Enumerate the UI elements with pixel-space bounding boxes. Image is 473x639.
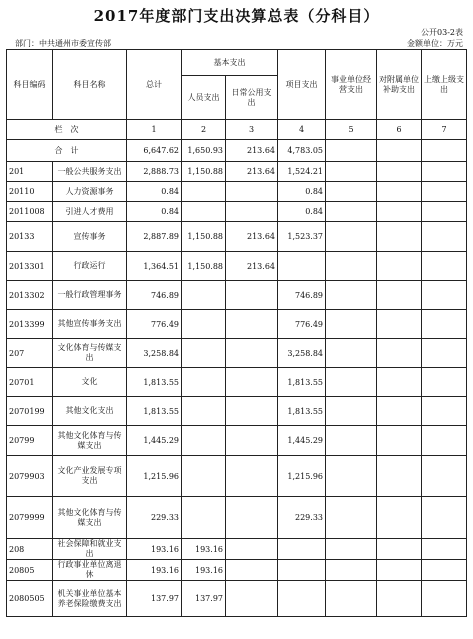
row-business — [326, 281, 377, 310]
row-business — [326, 182, 377, 202]
row-upper — [422, 456, 467, 497]
row-personnel: 137.97 — [182, 581, 226, 617]
table-row — [7, 310, 467, 339]
row-subsidy — [377, 426, 422, 456]
row-subsidy — [377, 581, 422, 617]
row-total: 193.16 — [127, 560, 182, 581]
row-business — [326, 310, 377, 339]
row-personnel — [182, 426, 226, 456]
index-cell: 5 — [326, 120, 377, 140]
row-business — [326, 252, 377, 281]
row-code: 201 — [7, 162, 53, 182]
row-total: 0.84 — [127, 202, 182, 222]
row-name: 一般公共服务支出 — [53, 162, 127, 182]
row-code: 2079903 — [7, 456, 53, 497]
row-total: 1,813.55 — [127, 368, 182, 397]
row-code: 2079999 — [7, 497, 53, 539]
row-subsidy — [377, 368, 422, 397]
row-code: 2013301 — [7, 252, 53, 281]
row-project — [278, 252, 326, 281]
row-subsidy — [377, 281, 422, 310]
table-row — [7, 202, 467, 222]
row-project: 229.33 — [278, 497, 326, 539]
row-name: 其他宣传事务支出 — [53, 310, 127, 339]
row-project: 1,524.21 — [278, 162, 326, 182]
row-upper — [422, 368, 467, 397]
row-public: 213.64 — [226, 162, 278, 182]
row-business — [326, 581, 377, 617]
row-name: 文化体育与传媒支出 — [53, 339, 127, 368]
row-project: 776.49 — [278, 310, 326, 339]
row-project: 1,215.96 — [278, 456, 326, 497]
row-project: 3,258.84 — [278, 339, 326, 368]
row-personnel — [182, 182, 226, 202]
row-name: 人力资源事务 — [53, 182, 127, 202]
row-upper — [422, 281, 467, 310]
row-personnel: 1,150.88 — [182, 162, 226, 182]
row-total: 3,258.84 — [127, 339, 182, 368]
row-public — [226, 426, 278, 456]
table-row — [7, 182, 467, 202]
table-row — [7, 222, 467, 252]
row-public — [226, 581, 278, 617]
total-project: 4,783.05 — [278, 140, 326, 162]
row-project — [278, 539, 326, 560]
row-subsidy — [377, 162, 422, 182]
row-total: 1,364.51 — [127, 252, 182, 281]
row-subsidy — [377, 560, 422, 581]
table-row — [7, 581, 467, 617]
table-code-note: 公开03-2表 — [421, 28, 463, 37]
row-business — [326, 202, 377, 222]
index-cell: 3 — [226, 120, 278, 140]
header-personnel: 人员支出 — [182, 76, 226, 120]
index-cell: 2 — [182, 120, 226, 140]
table-row — [7, 560, 467, 581]
report-title: 2017年度部门支出决算总表（分科目） — [93, 7, 380, 25]
row-code: 2013302 — [7, 281, 53, 310]
row-business — [326, 397, 377, 426]
row-upper — [422, 560, 467, 581]
row-subsidy — [377, 310, 422, 339]
row-total: 776.49 — [127, 310, 182, 339]
row-personnel — [182, 281, 226, 310]
row-upper — [422, 162, 467, 182]
row-public — [226, 339, 278, 368]
row-total: 2,888.73 — [127, 162, 182, 182]
row-name: 其他文化体育与传媒支出 — [53, 497, 127, 539]
row-upper — [422, 339, 467, 368]
row-public — [226, 202, 278, 222]
total-upper — [422, 140, 467, 162]
table-row — [7, 368, 467, 397]
row-upper — [422, 222, 467, 252]
row-personnel: 1,150.88 — [182, 222, 226, 252]
row-code: 208 — [7, 539, 53, 560]
row-code: 2080505 — [7, 581, 53, 617]
row-total: 1,445.29 — [127, 426, 182, 456]
row-subsidy — [377, 222, 422, 252]
index-cell: 1 — [127, 120, 182, 140]
row-subsidy — [377, 456, 422, 497]
row-public — [226, 539, 278, 560]
row-upper — [422, 397, 467, 426]
row-upper — [422, 252, 467, 281]
row-name: 行政事业单位离退休 — [53, 560, 127, 581]
row-personnel — [182, 339, 226, 368]
row-public — [226, 310, 278, 339]
row-public: 213.64 — [226, 252, 278, 281]
row-upper — [422, 581, 467, 617]
table-row — [7, 497, 467, 539]
row-total: 0.84 — [127, 182, 182, 202]
row-subsidy — [377, 497, 422, 539]
row-project — [278, 581, 326, 617]
row-total: 193.16 — [127, 539, 182, 560]
row-name: 机关事业单位基本养老保险缴费支出 — [53, 581, 127, 617]
row-business — [326, 368, 377, 397]
row-code: 2070199 — [7, 397, 53, 426]
header-row-1 — [7, 50, 467, 76]
row-subsidy — [377, 539, 422, 560]
row-name: 文化 — [53, 368, 127, 397]
row-business — [326, 497, 377, 539]
row-code: 207 — [7, 339, 53, 368]
row-upper — [422, 182, 467, 202]
header-subsidy: 对附属单位补助支出 — [377, 50, 422, 120]
row-project: 1,813.55 — [278, 397, 326, 426]
table-row — [7, 339, 467, 368]
total-business — [326, 140, 377, 162]
row-name: 宣传事务 — [53, 222, 127, 252]
table-row — [7, 539, 467, 560]
unit-label: 金额单位：万元 — [407, 39, 463, 48]
row-code: 20133 — [7, 222, 53, 252]
row-personnel: 1,150.88 — [182, 252, 226, 281]
header-project: 项目支出 — [278, 50, 326, 120]
row-project: 1,813.55 — [278, 368, 326, 397]
row-total: 1,215.96 — [127, 456, 182, 497]
row-name: 一般行政管理事务 — [53, 281, 127, 310]
header-business: 事业单位经营支出 — [326, 50, 377, 120]
row-subsidy — [377, 397, 422, 426]
row-code: 20799 — [7, 426, 53, 456]
row-public — [226, 560, 278, 581]
row-personnel — [182, 397, 226, 426]
row-code: 20110 — [7, 182, 53, 202]
index-cell: 7 — [422, 120, 467, 140]
row-personnel: 193.16 — [182, 539, 226, 560]
row-personnel — [182, 456, 226, 497]
table-row — [7, 456, 467, 497]
table-row — [7, 426, 467, 456]
index-label: 栏 次 — [7, 120, 127, 140]
row-personnel: 193.16 — [182, 560, 226, 581]
row-subsidy — [377, 202, 422, 222]
row-project: 0.84 — [278, 202, 326, 222]
row-project: 0.84 — [278, 182, 326, 202]
department-label: 部门：中共通州市委宣传部 — [15, 39, 111, 48]
row-upper — [422, 497, 467, 539]
row-code: 2013399 — [7, 310, 53, 339]
row-public — [226, 456, 278, 497]
row-code: 20805 — [7, 560, 53, 581]
expenditure-table — [6, 49, 467, 617]
row-public — [226, 368, 278, 397]
total-sum: 6,647.62 — [127, 140, 182, 162]
header-code: 科目编码 — [7, 50, 53, 120]
index-row — [7, 120, 467, 140]
header-total: 总计 — [127, 50, 182, 120]
row-name: 文化产业发展专项支出 — [53, 456, 127, 497]
row-public — [226, 397, 278, 426]
row-personnel — [182, 368, 226, 397]
row-upper — [422, 426, 467, 456]
row-code: 2011008 — [7, 202, 53, 222]
total-public: 213.64 — [226, 140, 278, 162]
header-public: 日常公用支出 — [226, 76, 278, 120]
row-project: 1,523.37 — [278, 222, 326, 252]
table-row — [7, 397, 467, 426]
table-row — [7, 252, 467, 281]
row-code: 20701 — [7, 368, 53, 397]
row-business — [326, 426, 377, 456]
total-row — [7, 140, 467, 162]
header-basic: 基本支出 — [182, 50, 278, 76]
row-upper — [422, 202, 467, 222]
row-project: 746.89 — [278, 281, 326, 310]
row-project: 1,445.29 — [278, 426, 326, 456]
row-subsidy — [377, 252, 422, 281]
row-total: 229.33 — [127, 497, 182, 539]
row-name: 引进人才费用 — [53, 202, 127, 222]
total-personnel: 1,650.93 — [182, 140, 226, 162]
row-business — [326, 456, 377, 497]
header-name: 科目名称 — [53, 50, 127, 120]
row-upper — [422, 310, 467, 339]
row-upper — [422, 539, 467, 560]
row-name: 其他文化支出 — [53, 397, 127, 426]
row-total: 746.89 — [127, 281, 182, 310]
row-business — [326, 222, 377, 252]
table-row — [7, 162, 467, 182]
row-business — [326, 162, 377, 182]
row-personnel — [182, 310, 226, 339]
row-public — [226, 497, 278, 539]
row-personnel — [182, 497, 226, 539]
total-subsidy — [377, 140, 422, 162]
table-row — [7, 281, 467, 310]
row-name: 其他文化体育与传媒支出 — [53, 426, 127, 456]
header-upper: 上缴上级支出 — [422, 50, 467, 120]
row-public — [226, 281, 278, 310]
row-total: 2,887.89 — [127, 222, 182, 252]
index-cell: 6 — [377, 120, 422, 140]
row-subsidy — [377, 182, 422, 202]
row-project — [278, 560, 326, 581]
index-cell: 4 — [278, 120, 326, 140]
row-total: 1,813.55 — [127, 397, 182, 426]
row-name: 社会保障和就业支出 — [53, 539, 127, 560]
row-personnel — [182, 202, 226, 222]
row-business — [326, 539, 377, 560]
row-name: 行政运行 — [53, 252, 127, 281]
row-total: 137.97 — [127, 581, 182, 617]
row-subsidy — [377, 339, 422, 368]
row-public: 213.64 — [226, 222, 278, 252]
total-label: 合 计 — [7, 140, 127, 162]
row-business — [326, 339, 377, 368]
row-public — [226, 182, 278, 202]
row-business — [326, 560, 377, 581]
